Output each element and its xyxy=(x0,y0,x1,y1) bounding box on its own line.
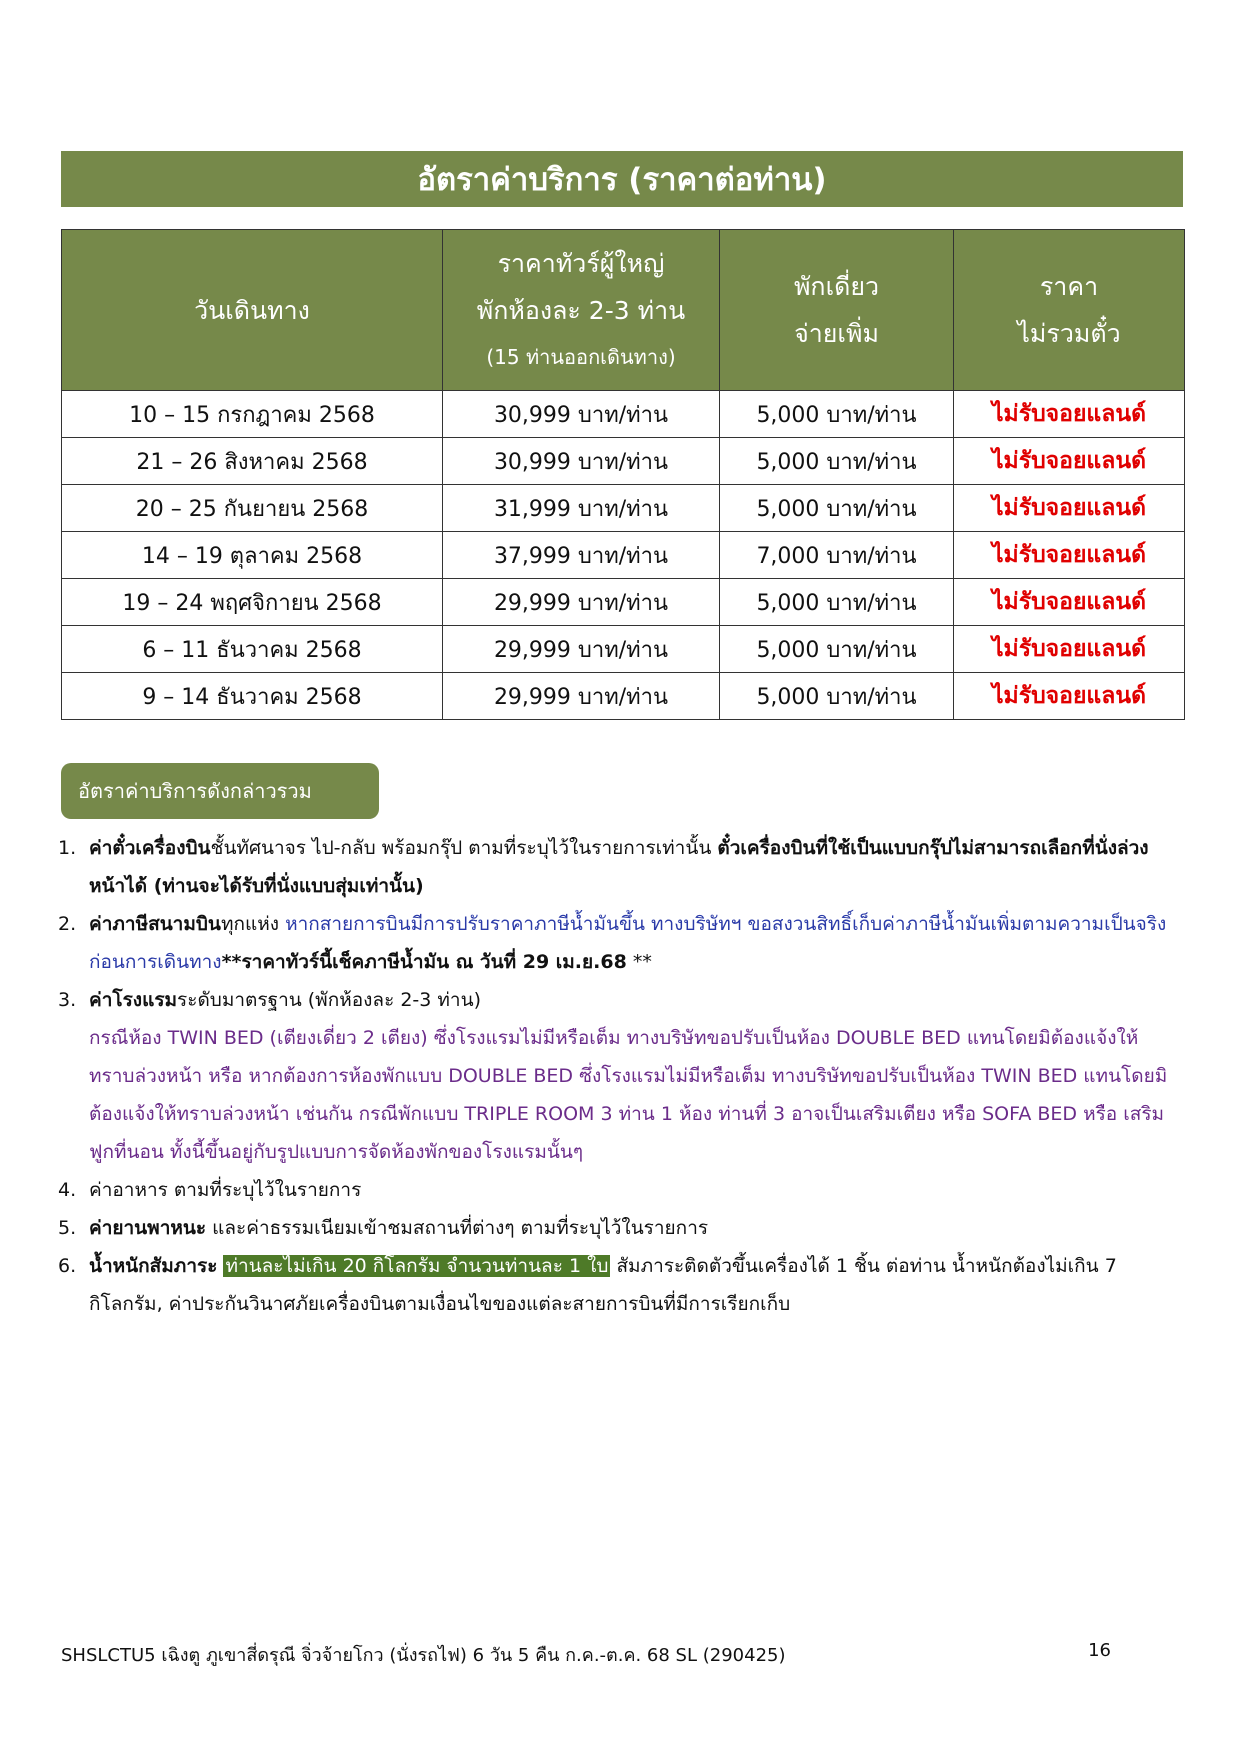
header-travel-date: วันเดินทาง xyxy=(62,230,443,391)
row-price: 29,999 บาท/ท่าน xyxy=(443,673,720,720)
page-number: 16 xyxy=(1088,1640,1111,1661)
footer-program-code: SHSLCTU5 เฉิงตู ภูเขาสี่ดรุณี จิ่วจ้ายโกว (นั่งรถไฟ) 6 วัน 5 คืน ก.ค.-ต.ค. 68 SL (290425) xyxy=(61,1645,786,1666)
row-single: 5,000 บาท/ท่าน xyxy=(720,391,954,438)
row-single: 5,000 บาท/ท่าน xyxy=(720,579,954,626)
item-bold-label: ค่าโรงแรม xyxy=(89,989,178,1011)
item-purple-note: กรณีห้อง TWIN BED (เตียงเดี่ยว 2 เตียง) ซึ่งโรงแรมไม่มีหรือเต็ม ทางบริษัทขอปรับเป็นห้อง DOUBLE BED แทนโดยมิต้องแจ้งให้ทราบล่วงหน้า หรือ หากต้องการห้องพักแบบ DOUBLE BED ซึ่งโรงแรมไม่มีหรือเต็ม ทางบริษัทขอปรับเป็นห้อง TWIN BED แทนโดยมิต้องแจ้งให้ทราบล่วงหน้า เช่นกัน กรณีพักแบบ TRIPLE ROOM 3 ท่าน 1 ห้อง ท่านที่ 3 อาจเป็นเสริมเตียง หรือ SOFA BED หรือ เสริมฟูกที่นอน ทั้งนี้ขึ้นอยู่กับรูปแบบการจัดห้องพักของโรงแรมนั้นๆ xyxy=(89,1027,1168,1163)
item-number: 5. xyxy=(58,1217,77,1239)
row-price: 30,999 บาท/ท่าน xyxy=(443,438,720,485)
list-item xyxy=(58,981,1183,1171)
header-single-line1: พักเดี่ยว xyxy=(793,272,880,301)
item-text: ชั้นทัศนาจร ไป-กลับ พร้อมกรุ๊ป ตามที่ระบุไว้ในรายการเท่านั้น xyxy=(210,837,718,859)
table-row xyxy=(62,391,1185,438)
item-bold-note: ตั๋วเครื่องบินที่ใช้เป็นแบบกรุ๊ปไม่สามารถเลือกที่นั่งล่วงหน้าได้ (ท่านจะได้รับที่นั่งแบบสุ่มเท่านั้น) xyxy=(89,837,1149,897)
header-adult-price-line1: ราคาทัวร์ผู้ใหญ่ xyxy=(497,248,665,278)
row-price: 30,999 บาท/ท่าน xyxy=(443,391,720,438)
table-row xyxy=(62,579,1185,626)
header-adult-price-line2: พักห้องละ 2-3 ท่าน xyxy=(476,295,686,325)
item-number: 1. xyxy=(58,837,77,859)
item-bold-label: ค่าตั๋วเครื่องบิน xyxy=(89,837,211,859)
page-footer xyxy=(61,1640,1111,1669)
item-text: ค่าอาหาร ตามที่ระบุไว้ในรายการ xyxy=(89,1179,362,1201)
header-noticket-line1: ราคา xyxy=(1039,272,1099,301)
rates-table xyxy=(61,229,1185,720)
header-single-supplement xyxy=(720,230,954,391)
table-row xyxy=(62,626,1185,673)
row-no-ticket: ไม่รับจอยแลนด์ xyxy=(954,579,1185,626)
header-price-no-ticket xyxy=(954,230,1185,391)
rates-title: อัตราค่าบริการ (ราคาต่อท่าน) xyxy=(61,151,1183,207)
header-adult-price xyxy=(443,230,720,391)
item-blue-note: หากสายการบินมีการปรับราคาภาษีน้ำมันขึ้น ทางบริษัทฯ ขอสงวนสิทธิ์เก็บค่าภาษีน้ำมันเพิ่มตามความเป็นจริง ก่อนการเดินทาง xyxy=(89,913,1167,973)
row-single: 7,000 บาท/ท่าน xyxy=(720,532,954,579)
row-date: 20 – 25 กันยายน 2568 xyxy=(62,485,443,532)
row-no-ticket: ไม่รับจอยแลนด์ xyxy=(954,485,1185,532)
row-date: 6 – 11 ธันวาคม 2568 xyxy=(62,626,443,673)
list-item xyxy=(58,829,1183,905)
row-date: 9 – 14 ธันวาคม 2568 xyxy=(62,673,443,720)
list-item xyxy=(58,1209,1183,1247)
row-no-ticket: ไม่รับจอยแลนด์ xyxy=(954,438,1185,485)
item-highlight: ท่านละไม่เกิน 20 กิโลกรัม จำนวนท่านละ 1 ใบ xyxy=(225,1255,609,1277)
item-bold-label: ค่าภาษีสนามบิน xyxy=(89,913,221,935)
table-row xyxy=(62,485,1185,532)
item-bold-label: ค่ายานพาหนะ xyxy=(89,1217,207,1239)
row-price: 37,999 บาท/ท่าน xyxy=(443,532,720,579)
inclusions-heading: อัตราค่าบริการดังกล่าวรวม xyxy=(61,763,379,819)
header-noticket-line2: ไม่รวมตั๋ว xyxy=(1017,319,1121,348)
table-row xyxy=(62,438,1185,485)
header-single-line2: จ่ายเพิ่ม xyxy=(794,319,879,348)
table-header-row xyxy=(62,230,1185,391)
item-text: สัมภาระติดตัวขึ้นเครื่องได้ 1 ชิ้น ต่อท่าน น้ำหนักต้องไม่เกิน 7 กิโลกรัม, ค่าประกันวินาศภัยเครื่องบินตามเงื่อนไขของแต่ละสายการบินที่มีการเรียกเก็บ xyxy=(89,1255,1117,1315)
table-row xyxy=(62,673,1185,720)
row-date: 19 – 24 พฤศจิกายน 2568 xyxy=(62,579,443,626)
list-item xyxy=(58,1247,1183,1323)
row-price: 31,999 บาท/ท่าน xyxy=(443,485,720,532)
row-no-ticket: ไม่รับจอยแลนด์ xyxy=(954,532,1185,579)
row-single: 5,000 บาท/ท่าน xyxy=(720,626,954,673)
header-adult-price-line3: (15 ท่านออกเดินทาง) xyxy=(486,344,676,369)
item-bold-note: **ราคาทัวร์นี้เช็คภาษีน้ำมัน ณ วันที่ 29 เม.ย.68 xyxy=(221,951,627,973)
row-single: 5,000 บาท/ท่าน xyxy=(720,673,954,720)
row-no-ticket: ไม่รับจอยแลนด์ xyxy=(954,673,1185,720)
table-row xyxy=(62,532,1185,579)
row-single: 5,000 บาท/ท่าน xyxy=(720,485,954,532)
item-number: 2. xyxy=(58,913,77,935)
row-single: 5,000 บาท/ท่าน xyxy=(720,438,954,485)
list-item xyxy=(58,905,1183,981)
item-bold-label: น้ำหนักสัมภาระ xyxy=(89,1255,218,1277)
inclusions-list xyxy=(58,829,1183,1323)
row-date: 14 – 19 ตุลาคม 2568 xyxy=(62,532,443,579)
row-no-ticket: ไม่รับจอยแลนด์ xyxy=(954,626,1185,673)
row-price: 29,999 บาท/ท่าน xyxy=(443,579,720,626)
row-no-ticket: ไม่รับจอยแลนด์ xyxy=(954,391,1185,438)
row-price: 29,999 บาท/ท่าน xyxy=(443,626,720,673)
item-text: ทุกแห่ง xyxy=(220,913,286,935)
item-number: 6. xyxy=(58,1255,77,1277)
item-text: และค่าธรรมเนียมเข้าชมสถานที่ต่างๆ ตามที่ระบุไว้ในรายการ xyxy=(206,1217,709,1239)
list-item xyxy=(58,1171,1183,1209)
item-number: 4. xyxy=(58,1179,77,1201)
row-date: 21 – 26 สิงหาคม 2568 xyxy=(62,438,443,485)
row-date: 10 – 15 กรกฎาคม 2568 xyxy=(62,391,443,438)
item-number: 3. xyxy=(58,989,77,1011)
item-text: ระดับมาตรฐาน (พักห้องละ 2-3 ท่าน) xyxy=(177,989,481,1011)
item-text-end: ** xyxy=(626,951,652,973)
